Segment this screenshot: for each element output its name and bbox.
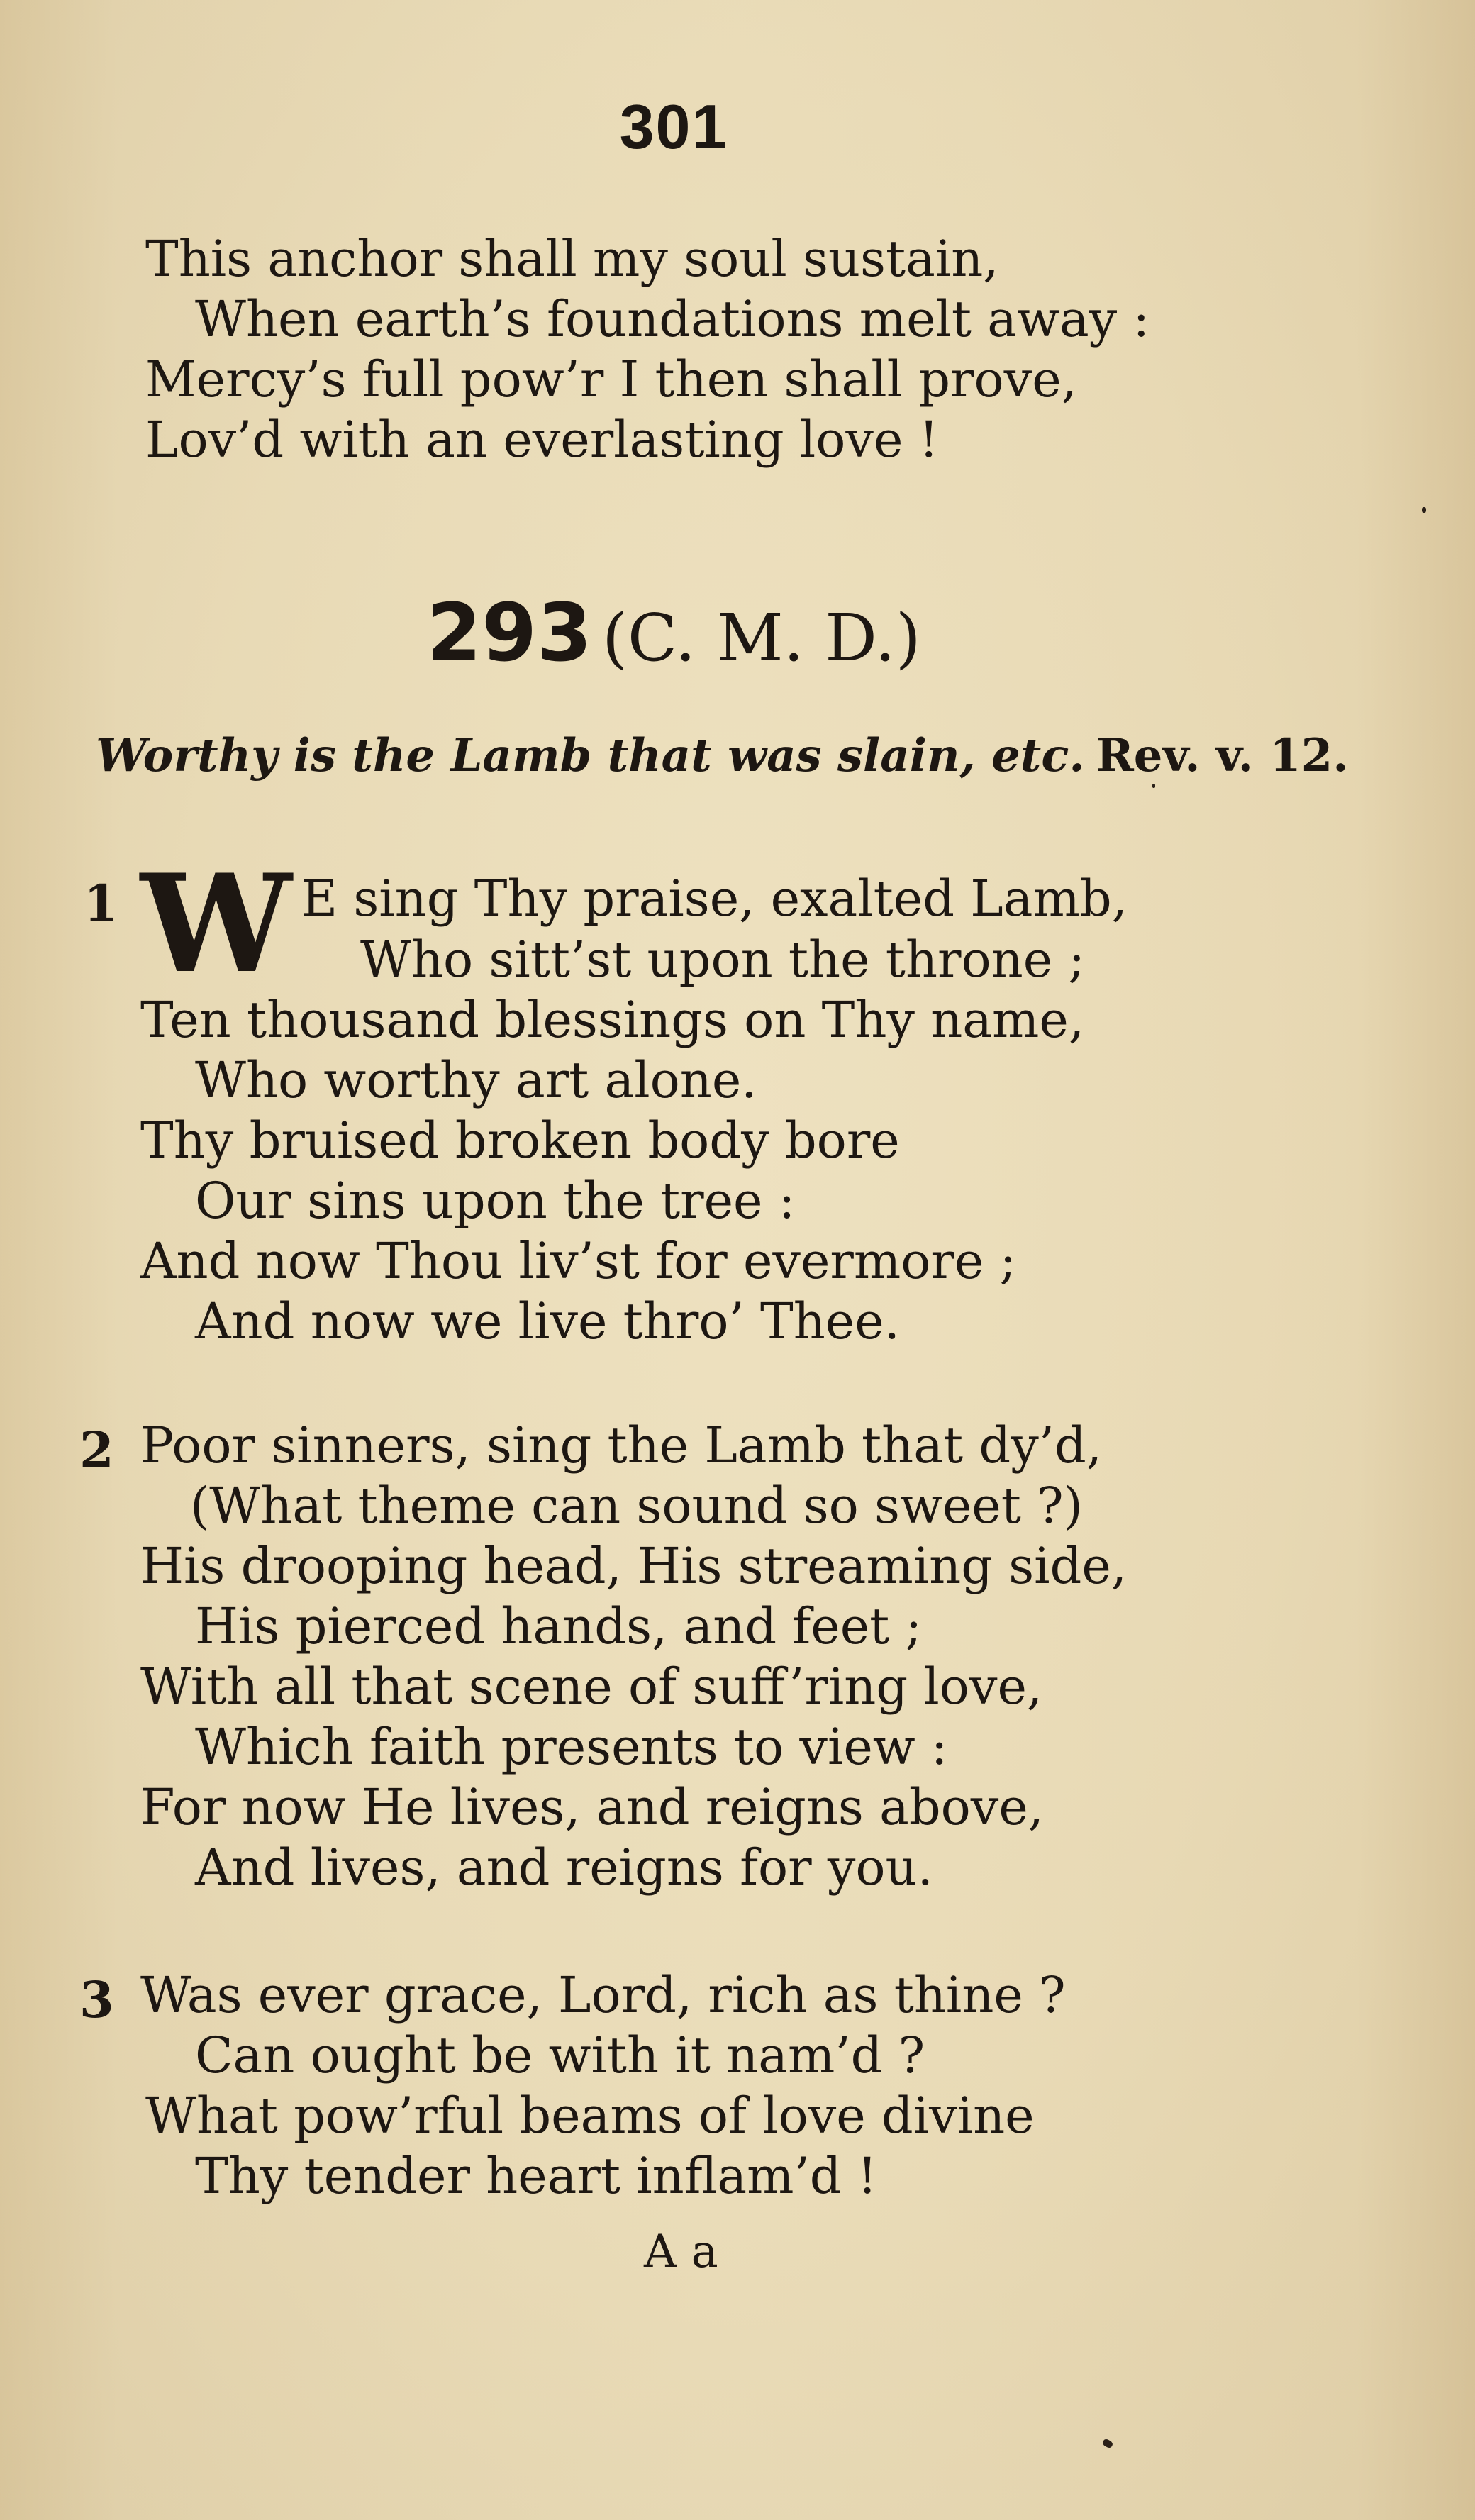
ink-speck xyxy=(1152,784,1155,788)
page-number: 301 xyxy=(619,91,728,162)
verse-line: Thy tender heart inflam’d ! xyxy=(195,2147,877,2205)
verse-line: And now Thou liv’st for evermore ; xyxy=(140,1232,1017,1290)
verse-line: And now we live thro’ Thee. xyxy=(195,1292,900,1350)
hymn-meter: (C. M. D.) xyxy=(601,600,921,676)
hymn-number: 293 xyxy=(426,587,592,679)
signature-mark: A a xyxy=(644,2226,718,2278)
verse-number: 2 xyxy=(79,1421,114,1480)
verse-line: His pierced hands, and feet ; xyxy=(195,1597,923,1655)
top-stanza-line: This anchor shall my soul sustain, xyxy=(145,230,999,288)
verse-number: 3 xyxy=(79,1970,114,2029)
ink-speck xyxy=(1101,2438,1113,2449)
verse-line: Was ever grace, Lord, rich as thine ? xyxy=(140,1966,1066,2024)
ink-speck xyxy=(1422,507,1426,513)
verse-line: E sing Thy praise, exalted Lamb, xyxy=(301,870,1128,928)
verse-line: For now He lives, and reigns above, xyxy=(140,1778,1045,1836)
verse-line: His drooping head, His streaming side, xyxy=(140,1537,1128,1595)
verse-line: Ten thousand blessings on Thy name, xyxy=(140,991,1085,1049)
verse-line: (What theme can sound so sweet ?) xyxy=(190,1477,1083,1535)
verse-number: 1 xyxy=(84,874,118,933)
verse-line: Poor sinners, sing the Lamb that dy’d, xyxy=(140,1416,1103,1475)
top-stanza-line: Mercy’s full pow’r I then shall prove, xyxy=(145,350,1077,409)
top-stanza-line: Lov’d with an everlasting love ! xyxy=(145,411,939,469)
hymn-heading xyxy=(0,587,1347,679)
verse-line: Our sins upon the tree : xyxy=(195,1172,796,1230)
verse-line: Which faith presents to view : xyxy=(195,1718,948,1776)
verse-line: Thy bruised broken body bore xyxy=(140,1111,900,1170)
scripture-reference: Rev. v. 12. xyxy=(1096,729,1349,782)
verse-line: Who sitt’st upon the throne ; xyxy=(360,931,1085,989)
verse-line: And lives, and reigns for you. xyxy=(195,1838,933,1897)
verse-line: Can ought be with it nam’d ? xyxy=(195,2026,925,2085)
verse-line: Who worthy art alone. xyxy=(195,1051,757,1109)
caption-text: Worthy is the Lamb that was slain, etc. xyxy=(96,729,1085,782)
verse-line: With all that scene of suff’ring love, xyxy=(140,1658,1043,1716)
drop-cap: W xyxy=(140,845,292,1003)
verse-line: What pow’rful beams of love divine xyxy=(145,2087,1035,2145)
hymn-caption xyxy=(96,729,1348,782)
top-stanza-line: When earth’s foundations melt away : xyxy=(195,290,1150,348)
